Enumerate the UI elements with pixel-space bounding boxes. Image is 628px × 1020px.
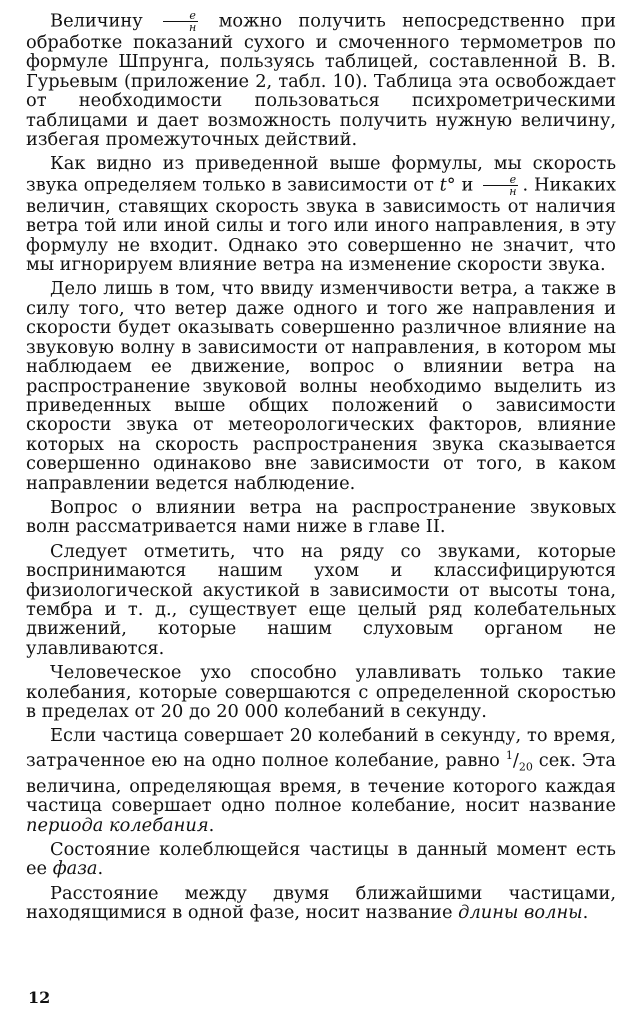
p2-text-mid: и (461, 174, 474, 196)
p9-text-end: . (582, 902, 589, 924)
paragraph-8 (26, 840, 616, 879)
p7-text-end: . (208, 814, 215, 836)
p2-text-end: . Никаких величин, ставящих скорость звука в зависимость от наличия ветра той или иной силы и того или иного направления, в эту формулу не входит. Однако это совершенно не значит, что мы игнорируем влияние ветра на изменение скорости звука. (26, 174, 617, 276)
paragraph-6: Человеческое ухо способно улавливать только такие колебания, которые совершаются с определенной скоростью в пределах от 20 до 20 000 колебаний в секунду. (26, 662, 616, 722)
fraction-twenty: 20 (518, 760, 533, 774)
paragraph-5: Следует отметить, что на ряду со звуками, которые воспринимаются нашим ухом и классифицируются физиологической акустикой в зависимости от высоты тона, тембра и т. д., существует еще целый ряд колебательных движений, которые нашим слуховым органом не улавливаются. (26, 540, 616, 659)
page-number: 12 (28, 988, 51, 1007)
paragraph-9 (26, 884, 616, 923)
paragraph-1 (26, 10, 616, 149)
paragraph-7: Если частица совершает 20 колебаний в секунду, то время, затраченное ею на одно полное колебание, равно $^1/_{20}$ сек. Эта величина, определяющая время, в течение которого каждая частица совершает одно полное колебание, носит название периода колебания. (26, 725, 616, 836)
paragraph-3: Дело лишь в том, что ввиду изменчивости ветра, а также в силу того, что ветер даже одного и того же направления и скорости будет оказывать совершенно различное влияние на звуковую волну в зависимости от направления, в котором мы наблюдаем ее движение, вопрос о влиянии ветра на распространение звуковой волны необходимо выделить из приведенных выше общих положений о зависимости скорости звука от метеорологических факторов, влияние которых на скорость распространения звука сказывается совершенно одинаково вне зависимости от того, в каком направлении ведется наблюдение. (26, 278, 616, 494)
fraction-numerator: e (163, 10, 198, 22)
fraction-e-over-n-2 (483, 174, 518, 197)
p8-text-end: . (97, 858, 104, 880)
p7-text-mid: сек. Эта величина, определяющая время, в течение которого каждая частица совершает одно полное колебание, носит название (26, 749, 616, 817)
paragraph-2 (26, 154, 616, 274)
p9-text-start: Расстояние между двумя ближайшими частицами, находящимися в одной фазе, носит название (26, 882, 616, 924)
temperature-symbol: t° (439, 174, 456, 196)
p1-text-start: Величину (50, 10, 143, 32)
page-body (26, 10, 616, 928)
term-phase: фаза (52, 858, 98, 880)
p7-text-start: Если частица совершает 20 колебаний в секунду, то время, затраченное ею на одно полное колебание, равно (26, 725, 616, 771)
p8-text-start: Состояние колеблющейся частицы в данный момент есть ее (26, 838, 616, 880)
p2-text-start: Как видно из приведенной выше формулы, мы скорость звука определяем только в зависимости от (26, 153, 616, 196)
paragraph-4: Вопрос о влиянии ветра на распространение звуковых волн рассматривается нами ниже в главе II. (26, 496, 616, 538)
fraction-denominator: н (189, 21, 197, 34)
fraction-numerator: e (483, 174, 518, 186)
p1-text-end: можно получить непосредственно при обработке показаний сухого и смоченного термометров по формуле Шпрунга, пользуясь таблицей, составленной В. В. Гурьевым (приложение 2, табл. 10). Таблица эта освобождает от необходимости пользоваться психрометрическими таблицами и дает возможность получить нужную величину, избегая промежуточных действий. (26, 10, 616, 151)
term-period: периода колебания (26, 814, 209, 836)
term-wavelength: длины волны (458, 902, 583, 924)
fraction-one: 1 (505, 748, 513, 762)
fraction-denominator: н (509, 184, 517, 198)
fraction-e-over-n (163, 10, 198, 33)
